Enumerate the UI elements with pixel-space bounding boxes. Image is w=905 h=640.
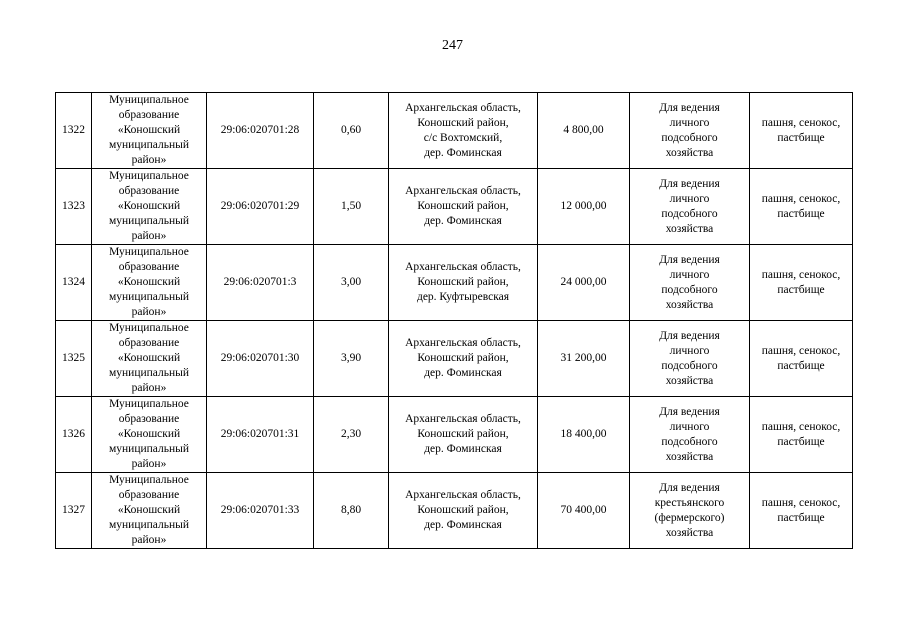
address-cell: Архангельская область, Коношский район, дер. Фоминская <box>389 397 538 473</box>
address-cell: Архангельская область, Коношский район, дер. Фоминская <box>389 321 538 397</box>
cadastral-number-cell: 29:06:020701:31 <box>207 397 314 473</box>
land-use-cell: пашня, сенокос, пастбище <box>750 169 853 245</box>
address-cell: Архангельская область, Коношский район, дер. Фоминская <box>389 473 538 549</box>
cadastral-number-cell: 29:06:020701:30 <box>207 321 314 397</box>
purpose-cell: Для ведения личного подсобного хозяйства <box>630 321 750 397</box>
owner-cell: Муниципальное образование «Коношский муниципальный район» <box>92 245 207 321</box>
land-use-cell: пашня, сенокос, пастбище <box>750 473 853 549</box>
cadastral-number-cell: 29:06:020701:29 <box>207 169 314 245</box>
owner-cell: Муниципальное образование «Коношский муниципальный район» <box>92 93 207 169</box>
table-row <box>56 321 853 397</box>
row-number-cell: 1324 <box>56 245 92 321</box>
row-number-cell: 1327 <box>56 473 92 549</box>
page-number: 247 <box>442 38 463 53</box>
cadastral-number-cell: 29:06:020701:28 <box>207 93 314 169</box>
land-plots-table <box>55 92 853 549</box>
table-row <box>56 245 853 321</box>
purpose-cell: Для ведения личного подсобного хозяйства <box>630 93 750 169</box>
area-cell: 3,00 <box>314 245 389 321</box>
owner-cell: Муниципальное образование «Коношский муниципальный район» <box>92 397 207 473</box>
owner-cell: Муниципальное образование «Коношский муниципальный район» <box>92 321 207 397</box>
row-number-cell: 1323 <box>56 169 92 245</box>
price-cell: 4 800,00 <box>538 93 630 169</box>
price-cell: 31 200,00 <box>538 321 630 397</box>
table-row <box>56 93 853 169</box>
address-cell: Архангельская область, Коношский район, с/с Вохтомский, дер. Фоминская <box>389 93 538 169</box>
row-number-cell: 1325 <box>56 321 92 397</box>
cadastral-number-cell: 29:06:020701:33 <box>207 473 314 549</box>
purpose-cell: Для ведения личного подсобного хозяйства <box>630 245 750 321</box>
price-cell: 70 400,00 <box>538 473 630 549</box>
cadastral-number-cell: 29:06:020701:3 <box>207 245 314 321</box>
purpose-cell: Для ведения крестьянского (фермерского) хозяйства <box>630 473 750 549</box>
area-cell: 3,90 <box>314 321 389 397</box>
table-row <box>56 473 853 549</box>
area-cell: 0,60 <box>314 93 389 169</box>
area-cell: 1,50 <box>314 169 389 245</box>
owner-cell: Муниципальное образование «Коношский муниципальный район» <box>92 169 207 245</box>
land-use-cell: пашня, сенокос, пастбище <box>750 321 853 397</box>
row-number-cell: 1326 <box>56 397 92 473</box>
address-cell: Архангельская область, Коношский район, дер. Фоминская <box>389 169 538 245</box>
area-cell: 8,80 <box>314 473 389 549</box>
table-row <box>56 397 853 473</box>
land-use-cell: пашня, сенокос, пастбище <box>750 397 853 473</box>
table-row <box>56 169 853 245</box>
row-number-cell: 1322 <box>56 93 92 169</box>
price-cell: 18 400,00 <box>538 397 630 473</box>
land-use-cell: пашня, сенокос, пастбище <box>750 245 853 321</box>
price-cell: 12 000,00 <box>538 169 630 245</box>
owner-cell: Муниципальное образование «Коношский муниципальный район» <box>92 473 207 549</box>
purpose-cell: Для ведения личного подсобного хозяйства <box>630 169 750 245</box>
price-cell: 24 000,00 <box>538 245 630 321</box>
area-cell: 2,30 <box>314 397 389 473</box>
purpose-cell: Для ведения личного подсобного хозяйства <box>630 397 750 473</box>
address-cell: Архангельская область, Коношский район, дер. Куфтыревская <box>389 245 538 321</box>
land-use-cell: пашня, сенокос, пастбище <box>750 93 853 169</box>
